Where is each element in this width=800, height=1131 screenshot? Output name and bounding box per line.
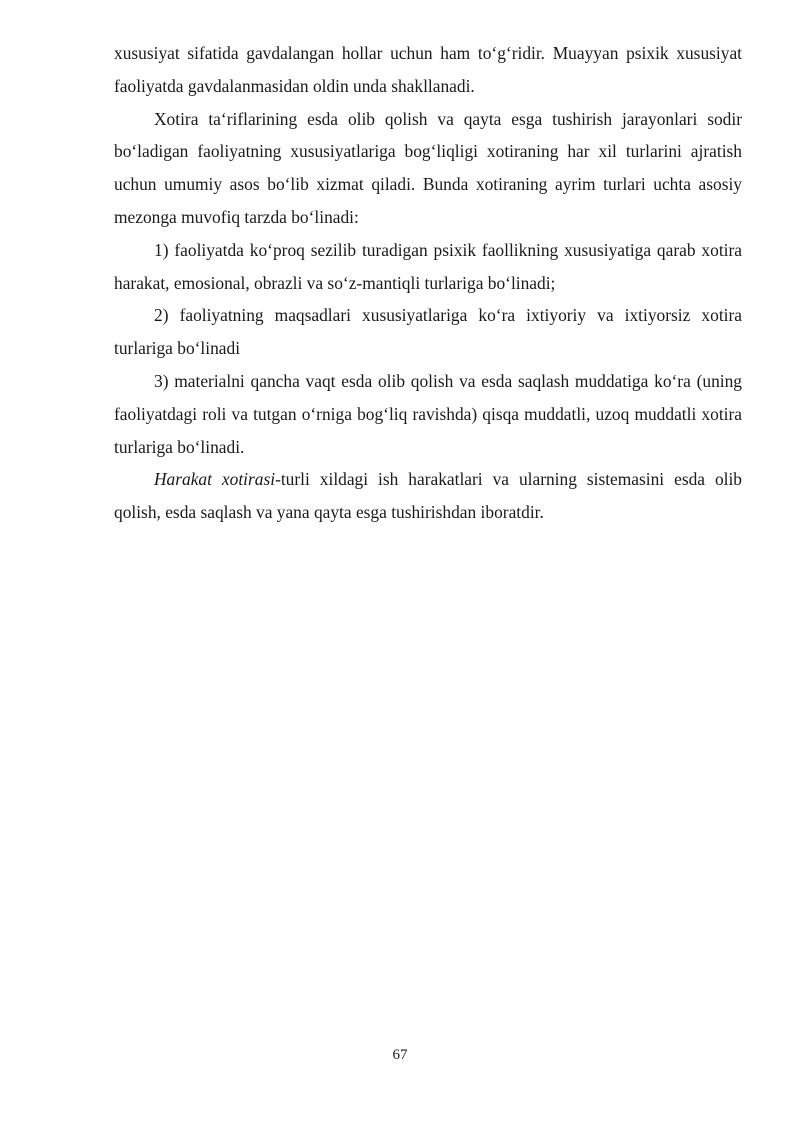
list-item-criterion-1: 1) faoliyatda ko‘proq sezilib turadigan psixik faollikning xususiyatiga qarab xotira harakat, emosional, obrazli va so‘z-mantiqli turlariga bo‘linadi; bbox=[114, 239, 742, 293]
paragraph-motor-memory bbox=[114, 463, 742, 529]
term-motor-memory: Harakat xotirasi bbox=[154, 469, 276, 490]
list-item-criterion-3: 3) materialni qancha vaqt esda olib qolish va esda saqlash muddatiga ko‘ra (uning faoliyatdagi roli va tutgan o‘rniga bog‘liq ravishda) qisqa muddatli, uzoq muddatli xotira turlariga bo‘linadi. bbox=[114, 370, 742, 457]
motor-memory-definition: -turli xildagi ish harakatlari va ularning sistemasini esda olib qolish, esda saqlash va yana qayta esga tushirishdan iboratdir. bbox=[114, 469, 743, 523]
page-body bbox=[114, 37, 742, 529]
paragraph-continuation: xususiyat sifatida gavdalangan hollar uchun ham to‘g‘ridir. Muayyan psixik xususiyat faoliyatda gavdalanmasidan oldin unda shakllanadi. bbox=[114, 43, 742, 96]
page-number: 67 bbox=[392, 1047, 408, 1063]
list-item-criterion-2: 2) faoliyatning maqsadlari xususiyatlariga ko‘ra ixtiyoriy va ixtiyorsiz xotira turlariga bo‘linadi bbox=[114, 305, 742, 359]
paragraph-memory-definitions: Xotira ta‘riflarining esda olib qolish va qayta esga tushirish jarayonlari sodir bo‘ladigan faoliyatning xususiyatlariga bog‘liqligi xotiraning har xil turlarini ajratish uchun umumiy asos bo‘lib xizmat qiladi. Bunda xotiraning ayrim turlari uchta asosiy mezonga muvofiq tarzda bo‘linadi: bbox=[114, 108, 742, 227]
